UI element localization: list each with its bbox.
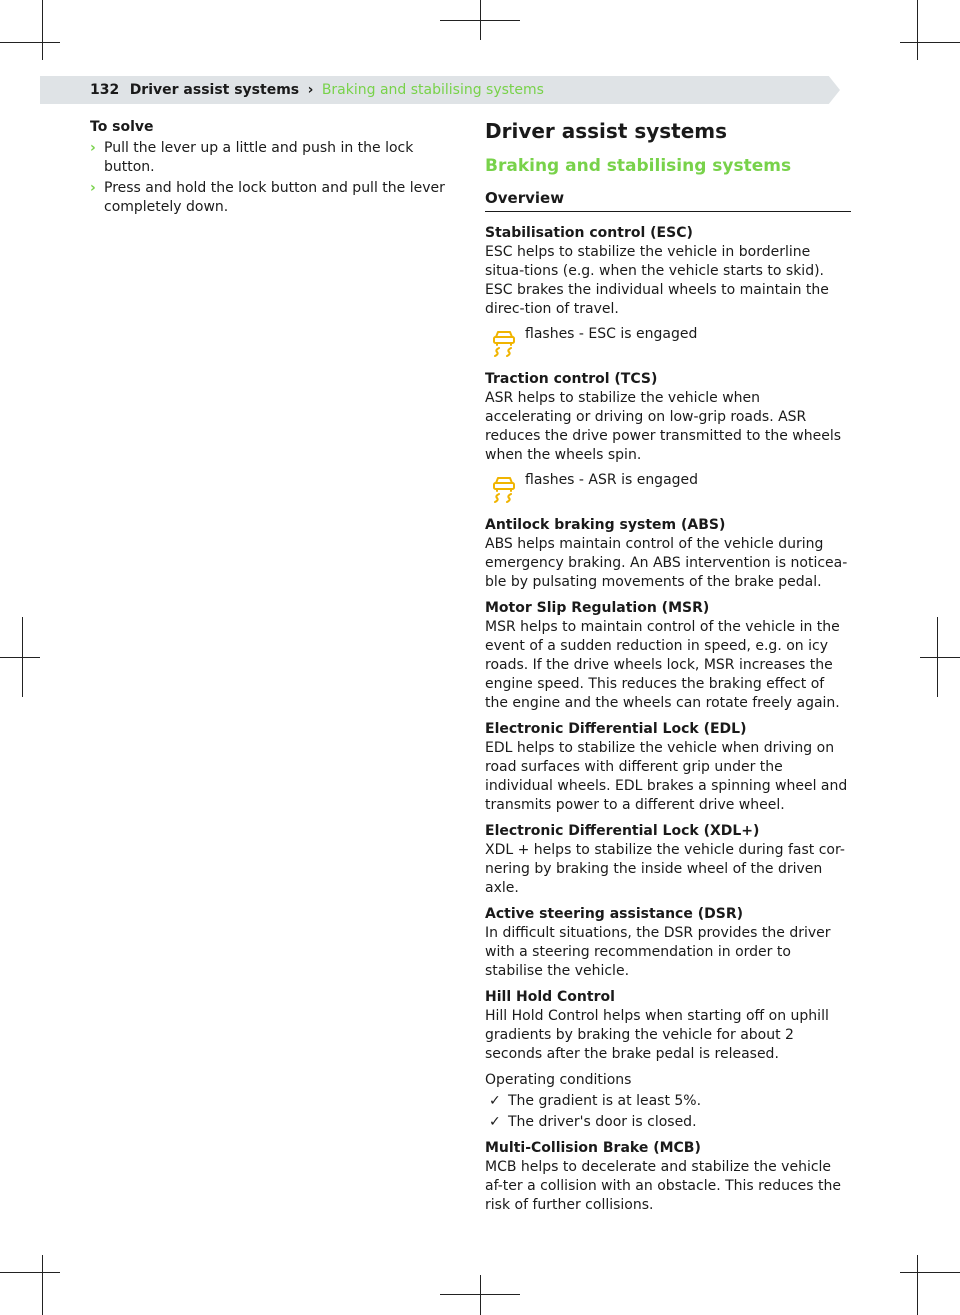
breadcrumb-current-section[interactable]: Braking and stabilising systems [321,82,544,98]
section-body: ASR helps to stabilize the vehicle when accelerating or driving on low-grip roads. ASR reduces the drive power transmitted to the wheels when the wheels spin. [485,390,842,463]
section-heading: Traction control (TCS) [485,371,658,387]
overview-heading: Overview [485,187,851,212]
checkmark-icon: ✓ [489,1114,501,1130]
right-column [485,118,851,1215]
checkmark-icon: ✓ [489,1093,501,1109]
dsr-section [485,905,851,981]
warning-light-row [485,325,851,363]
breadcrumb-chapter[interactable]: Driver assist systems [129,82,300,98]
to-solve-heading: To solve [90,119,154,135]
section-body: XDL + helps to stabilize the vehicle during fast cor-nering by braking the inside wheel of the driven axle. [485,842,845,896]
tcs-section [485,370,851,465]
breadcrumb-separator: › [307,82,314,98]
section-body: MCB helps to decelerate and stabilize the vehicle af-ter a collision with an obstacle. This reduces the risk of further collisions. [485,1159,842,1213]
condition-text: The gradient is at least 5%. [508,1093,702,1109]
section-body: ABS helps maintain control of the vehicle during emergency braking. An ABS intervention is noticea-ble by pulsating movements of the brake pedal. [485,536,848,590]
warning-light-row [485,471,851,509]
section-body: EDL helps to stabilize the vehicle when driving on road surfaces with different grip under the individual wheels. EDL brakes a spinning wheel and transmits power to a different drive wheel. [485,740,848,813]
section-heading: Hill Hold Control [485,989,615,1005]
step-arrow-icon: › [90,140,96,156]
solution-step [90,139,462,177]
section-heading: Antilock braking system (ABS) [485,517,726,533]
msr-section [485,599,851,713]
section-heading: Electronic Differential Lock (EDL) [485,721,747,737]
condition-text: The driver's door is closed. [508,1114,697,1130]
chapter-title: Driver assist systems [485,119,728,143]
edl-section [485,720,851,815]
section-heading: Active steering assistance (DSR) [485,906,744,922]
esc-section [485,224,851,319]
left-column [90,118,462,217]
section-body: In difficult situations, the DSR provides the driver with a steering recommendation in order to stabilise the vehicle. [485,925,831,979]
operating-conditions [485,1071,851,1132]
breadcrumb [90,80,544,100]
condition-item [485,1092,851,1111]
stability-control-warning-icon [489,475,519,503]
solution-step-text: Press and hold the lock button and pull the lever completely down. [104,180,445,215]
hill-hold-section [485,988,851,1064]
page-number: 132 [90,82,120,98]
mcb-section [485,1139,851,1215]
stability-control-warning-icon [489,329,519,357]
section-body: MSR helps to maintain control of the vehicle in the event of a sudden reduction in speed, e.g. on icy roads. If the drive wheels lock, MSR increases the engine speed. This reduces the braking effect of the engine and the wheels can rotate freely again. [485,619,840,711]
section-heading: Stabilisation control (ESC) [485,225,693,241]
operating-conditions-label: Operating conditions [485,1072,632,1088]
xdl-section [485,822,851,898]
abs-section [485,516,851,592]
condition-item [485,1113,851,1132]
solution-step-text: Pull the lever up a little and push in the lock button. [104,140,414,175]
section-heading: Motor Slip Regulation (MSR) [485,600,710,616]
section-heading: Electronic Differential Lock (XDL+) [485,823,760,839]
section-heading: Multi-Collision Brake (MCB) [485,1140,701,1156]
warning-text: flashes - ASR is engaged [525,472,699,488]
section-title: Braking and stabilising systems [485,156,792,176]
section-body: ESC helps to stabilize the vehicle in borderline situa-tions (e.g. when the vehicle starts to skid). ESC brakes the individual wheels to maintain the direc-tion of travel. [485,244,829,317]
warning-text: flashes - ESC is engaged [525,326,698,342]
step-arrow-icon: › [90,180,96,196]
solution-step [90,179,462,217]
section-body: Hill Hold Control helps when starting off on uphill gradients by braking the vehicle for about 2 seconds after the brake pedal is released. [485,1008,829,1062]
